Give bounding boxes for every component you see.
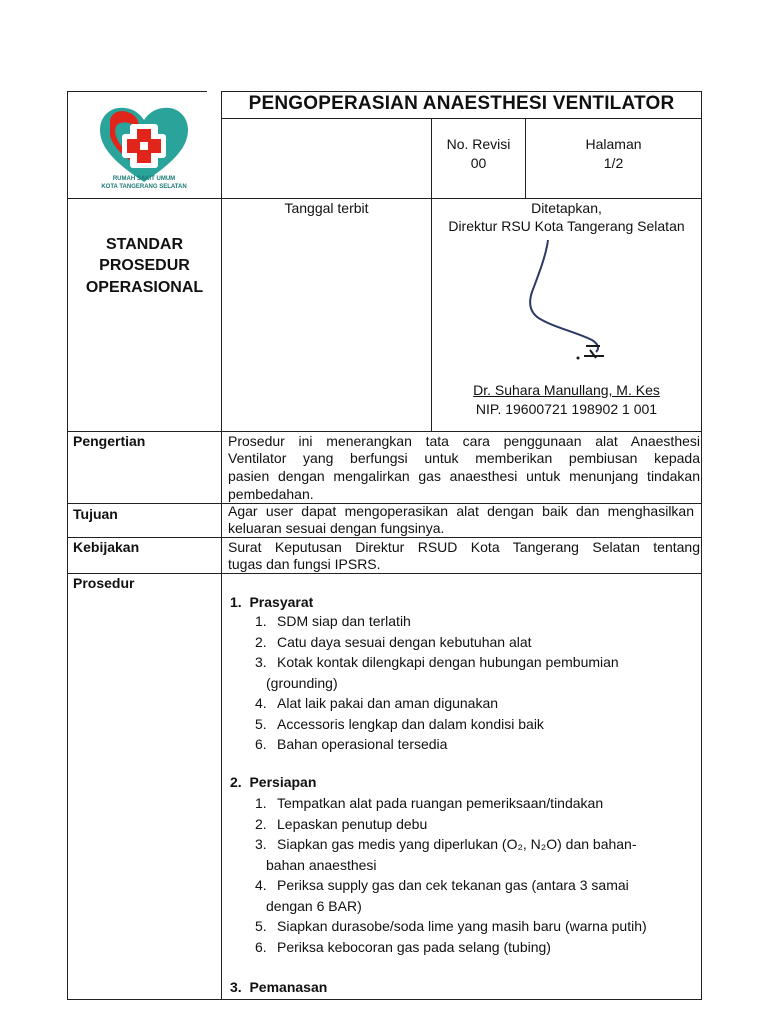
divider-sop (67, 431, 702, 432)
border-left (67, 91, 68, 1000)
hospital-logo (80, 100, 208, 196)
divider-col-label (221, 91, 222, 1000)
direktur-label: Direktur RSU Kota Tangerang Selatan (448, 218, 685, 234)
list-item: 6. Periksa kebocoran gas pada selang (tubing) (255, 938, 551, 955)
list-item: 4. Periksa supply gas dan cek tekanan gas (antara 3 samai (255, 877, 629, 893)
section-pemanasan-label: Pemanasan (249, 979, 328, 995)
section-persiapan-number: 2. (230, 774, 242, 790)
list-item: dengan 6 BAR) (266, 897, 362, 914)
signatory-nip: NIP. 19600721 198902 1 001 (475, 401, 658, 417)
sop-title-line2: PROSEDUR (99, 257, 190, 274)
signatory-name: Dr. Suhara Manullang, M. Kes (473, 382, 660, 398)
kebijakan-line-2: tugas dan fungsi IPSRS. (228, 556, 381, 572)
signature (520, 236, 610, 366)
list-item: 5. Accessoris lengkap dan dalam kondisi baik (255, 715, 544, 732)
section-prasyarat-label: Prasyarat (249, 594, 314, 610)
divider-kebijakan (67, 573, 702, 574)
border-top-right (221, 91, 702, 92)
section-persiapan-label: Persiapan (249, 774, 317, 790)
document-title: PENGOPERASIAN ANAESTHESI VENTILATOR (248, 93, 675, 114)
no-revisi-value: 00 (470, 155, 487, 171)
divider-title (221, 118, 702, 119)
border-bottom (67, 999, 702, 1000)
halaman-label: Halaman (585, 136, 642, 152)
logo-text-line1: RUMAH SAKIT UMUM (112, 176, 176, 182)
border-top-left (67, 91, 207, 92)
sop-title-line3: OPERASIONAL (85, 279, 204, 296)
pengertian-label: Pengertian (73, 433, 146, 449)
halaman-value: 1/2 (603, 155, 624, 171)
list-item: 4. Alat laik pakai dan aman digunakan (255, 695, 499, 711)
divider-tujuan (67, 537, 702, 538)
list-item: 1. Tempatkan alat pada ruangan pemeriksaan/tindakan (255, 795, 604, 811)
list-item: 1. SDM siap dan terlatih (255, 613, 411, 629)
section-pemanasan-title (230, 979, 327, 995)
tujuan-line-2: keluaran sesuai dengan fungsinya. (228, 520, 445, 536)
section-prasyarat-title (230, 594, 313, 610)
border-right (701, 91, 702, 1000)
list-item: 5. Siapkan durasobe/soda lime yang masih baru (warna putih) (255, 918, 647, 934)
tujuan-line-1: Agar user dapat mengoperasikan alat dengan baik dan menghasilkan (228, 503, 694, 519)
kebijakan-line-1: Surat Keputusan Direktur RSUD Kota Tangerang Selatan tentang (228, 539, 700, 555)
list-item: 2. Lepaskan penutup debu (255, 815, 428, 832)
list-item: 3. Siapkan gas medis yang diperlukan (O₂, N₂O) dan bahan- (255, 836, 637, 852)
list-item: 3. Kotak kontak dilengkapi dengan hubungan pembumian (255, 654, 619, 670)
prosedur-label: Prosedur (73, 575, 135, 591)
section-persiapan-title (230, 774, 316, 790)
pengertian-line-3: pasien dengan mengalirkan gas anaesthesi untuk menunjang tindakan (228, 468, 700, 484)
list-item: (grounding) (266, 674, 338, 691)
kebijakan-label: Kebijakan (73, 539, 140, 555)
list-item: 6. Bahan operasional tersedia (255, 736, 448, 752)
section-prasyarat-number: 1. (230, 594, 242, 610)
no-revisi-label: No. Revisi (446, 136, 511, 152)
divider-header (67, 198, 702, 199)
tujuan-label: Tujuan (73, 506, 118, 522)
pengertian-line-2: Ventilator yang berfungsi untuk memberikan pembiusan kepada (228, 450, 700, 466)
list-item: 2. Catu daya sesuai dengan kebutuhan alat (255, 633, 532, 650)
ditetapkan-label: Ditetapkan, (531, 200, 602, 216)
pengertian-line-1: Prosedur ini menerangkan tata cara penggunaan alat Anaesthesi (228, 433, 700, 449)
section-pemanasan-number: 3. (230, 979, 242, 995)
sop-title-line1: STANDAR (105, 236, 184, 253)
logo-text-line2: KOTA TANGERANG SELATAN (101, 184, 187, 190)
list-item: bahan anaesthesi (266, 856, 377, 873)
pengertian-line-4: pembedahan. (228, 486, 314, 502)
tanggal-terbit-label: Tanggal terbit (284, 200, 369, 216)
